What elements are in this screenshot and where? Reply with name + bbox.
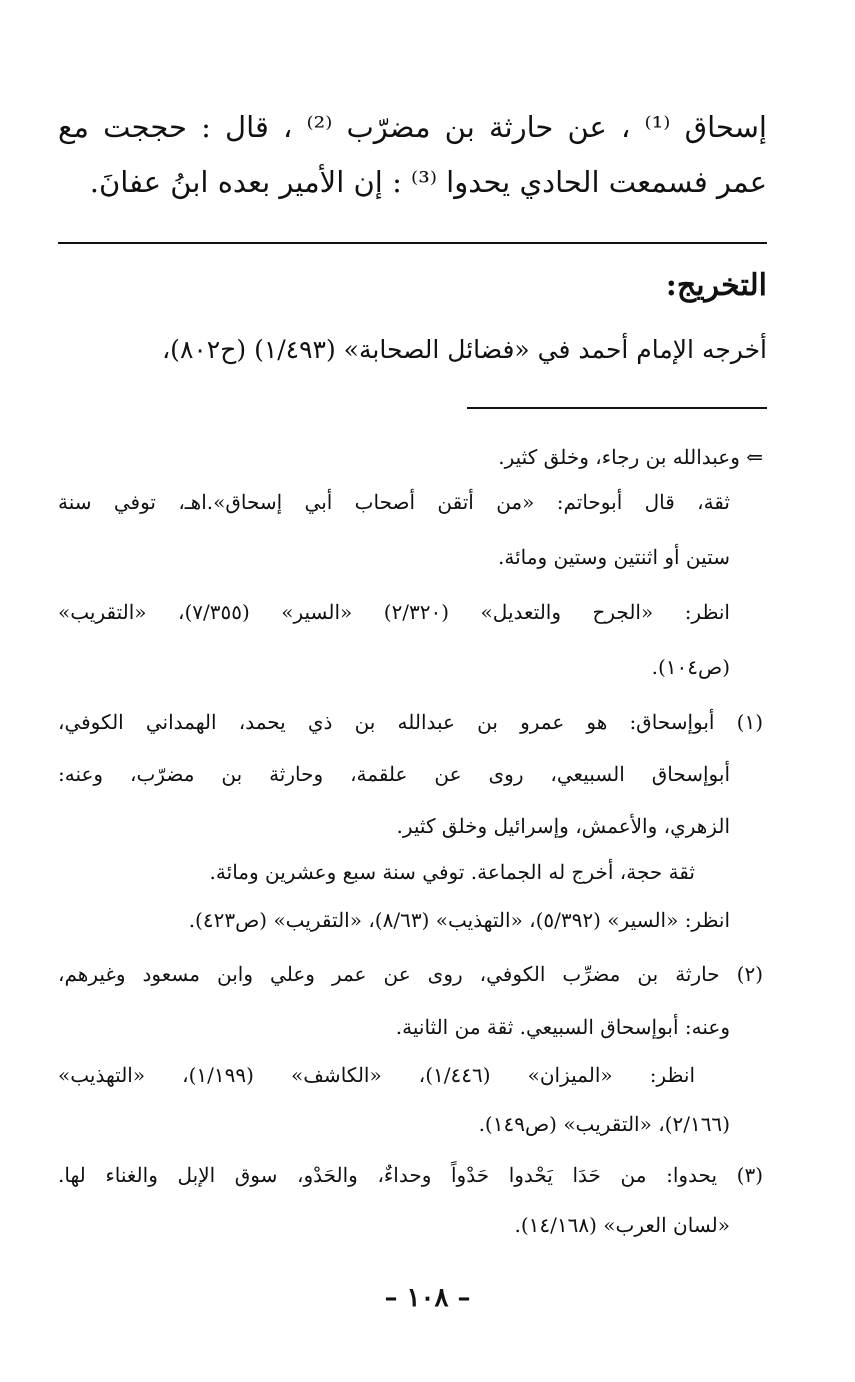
footnote-1-line: أبوإسحاق السبيعي، روى عن علقمة، وحارثة بن مضرّب، وعنه: [58,762,730,786]
footnote-line: انظر: «الجرح والتعديل» (٢/٣٢٠) «السير» (٧/٣٥٥)، «التقريب» [58,600,730,624]
footnote-3-line: «لسان العرب» (١٤/١٦٨). [514,1213,730,1237]
footnote-2-line: (٢) حارثة بن مضرِّب الكوفي، روى عن عمر وعلي وابن مسعود وغيرهم، [58,962,763,986]
main-text-line-1: إسحاق ⁽¹⁾ ، عن حارثة بن مضرّب ⁽²⁾ ، قال : حججت مع [58,110,767,144]
footnote-1-line: انظر: «السير» (٥/٣٩٢)، «التهذيب» (٨/٦٣)، «التقريب» (ص٤٢٣). [188,908,730,932]
main-text-line-2: عمر فسمعت الحادي يحدوا ⁽³⁾ : إن الأمير بعده ابنُ عفانَ. [89,165,767,199]
footnote-separator [467,407,767,409]
footnote-line: ⇐ وعبدالله بن رجاء، وخلق كثير. [498,445,763,469]
footnote-line: (ص١٠٤). [651,655,730,679]
footnote-1-line: ثقة حجة، أخرج له الجماعة. توفي سنة سبع وعشرين ومائة. [209,860,695,884]
footnote-line: ستين أو اثنتين وستين ومائة. [498,545,730,569]
section-divider [58,242,767,244]
footnote-2-line: (٢/١٦٦)، «التقريب» (ص١٤٩). [478,1112,730,1136]
page-number: – ١٠٨ – [384,1283,471,1313]
footnote-line: ثقة، قال أبوحاتم: «من أتقن أصحاب أبي إسحاق».اهـ، توفي سنة [58,490,730,514]
footnote-2-line: وعنه: أبوإسحاق السبيعي. ثقة من الثانية. [395,1015,730,1039]
footnote-1-line: الزهري، والأعمش، وإسرائيل وخلق كثير. [396,814,730,838]
footnote-1-line: (١) أبوإسحاق: هو عمرو بن عبدالله بن ذي يحمد، الهمداني الكوفي، [58,710,763,734]
takhrij-line-1: أخرجه الإمام أحمد في «فضائل الصحابة» (١/٤٩٣) (ح٨٠٢)، [162,335,767,364]
footnote-2-line: انظر: «الميزان» (١/٤٤٦)، «الكاشف» (١/١٩٩)، «التهذيب» [58,1063,695,1087]
takhrij-heading: التخريج: [665,268,767,303]
footnote-3-line: (٣) يحدوا: من حَدَا يَحْدوا حَدْواً وحداءٌ، والحَدْو، سوق الإبل والغناء لها. [58,1163,763,1187]
